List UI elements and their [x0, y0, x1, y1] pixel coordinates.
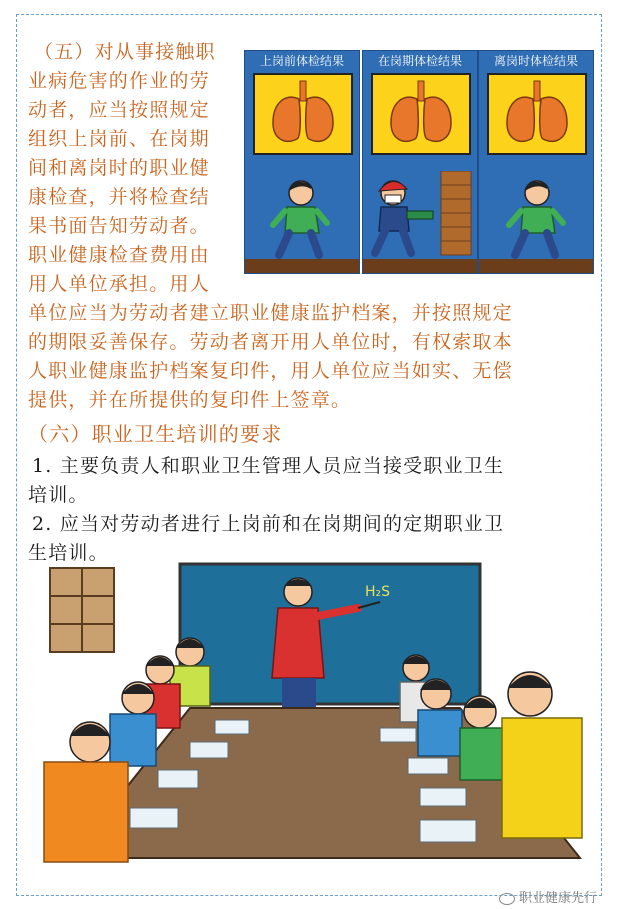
text-line: 业病危害的作业的劳 [28, 70, 210, 92]
watermark [499, 887, 597, 906]
cabinet [50, 568, 114, 652]
training-scene [40, 558, 588, 874]
exam-panel-on-job [362, 50, 478, 274]
text-line: 用人单位承担。用人 [28, 273, 210, 295]
exam-panel-post-job [478, 50, 594, 274]
item1-line: 培训。 [28, 484, 89, 506]
text-line: （五）对从事接触职 [34, 41, 216, 63]
floor [479, 259, 593, 273]
panel-title: 离岗时体检结果 [493, 54, 578, 68]
panel-title: 上岗前体检结果 [259, 54, 344, 68]
item2-line: 2. 应当对劳动者进行上岗前和在岗期间的定期职业卫 [32, 513, 505, 535]
panel-title: 在岗期体检结果 [377, 54, 462, 68]
exam-panel-pre-job [244, 50, 360, 274]
wechat-icon [499, 893, 515, 905]
text-line: 果书面告知劳动者。 [28, 215, 210, 237]
floor [245, 259, 359, 273]
item2-line: 生培训。 [28, 542, 109, 564]
text-line: 组织上岗前、在岗期 [28, 128, 210, 150]
floor [363, 259, 477, 273]
xray-screen [487, 73, 587, 155]
xray-screen [253, 73, 353, 155]
item1-line: 1. 主要负责人和职业卫生管理人员应当接受职业卫生 [32, 455, 505, 477]
lungs-icon [373, 75, 469, 153]
watermark-text: 职业健康先行 [519, 891, 598, 906]
worker-figure [501, 177, 571, 261]
lungs-icon [255, 75, 351, 153]
lungs-icon [489, 75, 585, 153]
text-line: 单位应当为劳动者建立职业健康监护档案，并按照规定 [28, 302, 513, 324]
text-line: 职业健康检查费用由 [28, 244, 210, 266]
text-line: 人职业健康监护档案复印件，用人单位应当如实、无偿 [28, 360, 513, 382]
drill-worker-figure [363, 171, 477, 261]
text-line: 动者，应当按照规定 [28, 99, 210, 121]
text-line: 间和离岗时的职业健 [28, 157, 210, 179]
text-line: 的期限妥善保存。劳动者离开用人单位时，有权索取本 [28, 331, 513, 353]
text-line: 提供，并在所提供的复印件上签章。 [28, 389, 352, 411]
board-formula: H₂S [365, 584, 391, 600]
xray-screen [371, 73, 471, 155]
section6-heading: （六）职业卫生培训的要求 [28, 422, 283, 446]
worker-figure [265, 177, 335, 261]
text-line: 康检查，并将检查结 [28, 186, 210, 208]
